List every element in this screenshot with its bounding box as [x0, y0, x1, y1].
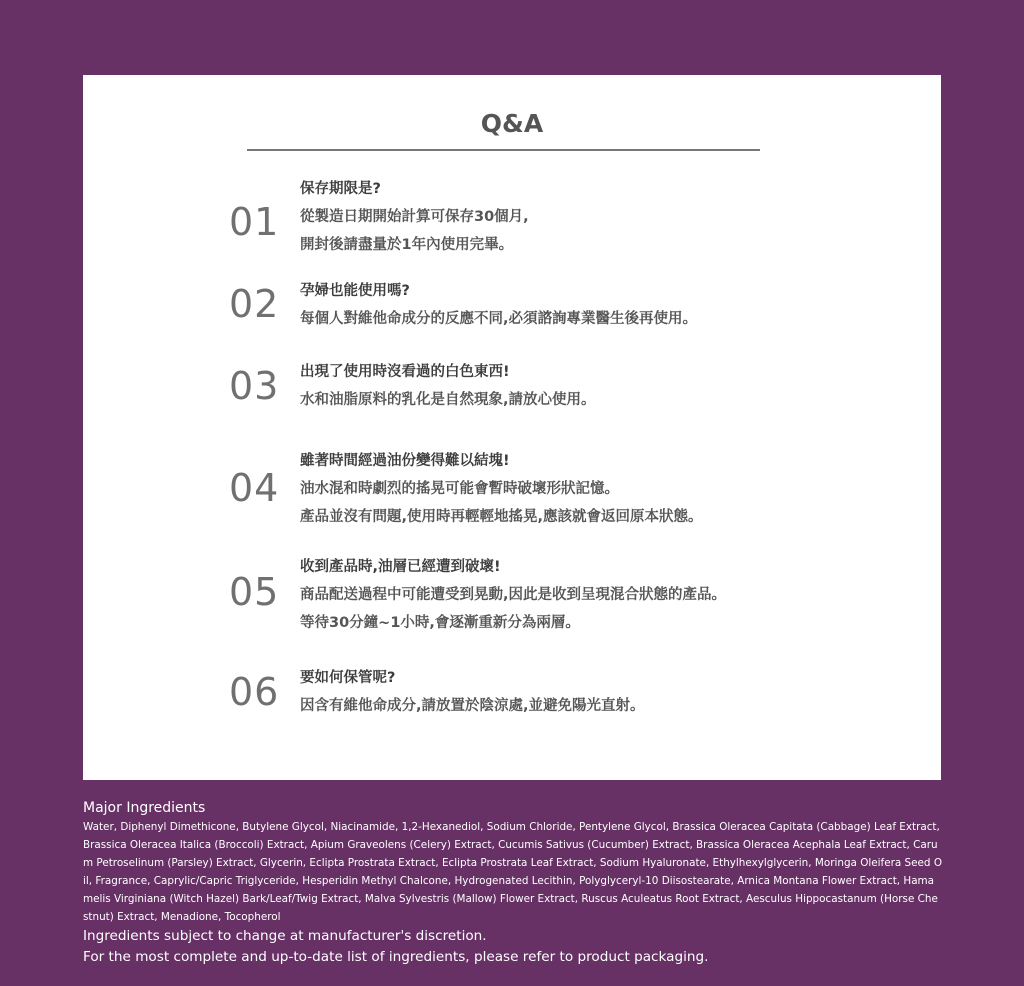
item-answer-line: 產品並沒有問題,使用時再輕輕地搖晃,應該就會返回原本狀態。: [300, 509, 703, 525]
item-number: 03: [229, 364, 280, 408]
item-question: 雖著時間經過油份變得難以結塊!: [300, 453, 510, 469]
item-text: [300, 447, 703, 531]
item-question: 要如何保管呢?: [300, 670, 396, 686]
item-question: 收到產品時,油層已經遭到破壞!: [300, 559, 501, 575]
item-number: 05: [229, 570, 280, 614]
ingredients-heading: Major Ingredients: [83, 800, 206, 816]
item-number: 01: [229, 200, 280, 244]
item-answer-line: 水和油脂原料的乳化是自然現象,請放心使用。: [300, 392, 596, 408]
item-text: [300, 358, 596, 414]
packaging-note: For the most complete and up-to-date list of ingredients, please refer to product packaging.: [83, 949, 709, 965]
ingredients-section: [83, 798, 943, 968]
item-number: 02: [229, 282, 280, 326]
item-answer-line: 等待30分鐘~1小時,會逐漸重新分為兩層。: [300, 615, 580, 631]
title-divider: [247, 149, 760, 151]
item-answer-line: 每個人對維他命成分的反應不同,必須諮詢專業醫生後再使用。: [300, 311, 698, 327]
qa-card: [83, 75, 941, 780]
item-number: 06: [229, 670, 280, 714]
item-question: 孕婦也能使用嗎?: [300, 283, 410, 299]
item-answer-line: 油水混和時劇烈的搖晃可能會暫時破壞形狀記憶。: [300, 481, 619, 497]
qa-title: Q&A: [480, 109, 544, 138]
item-number: 04: [229, 466, 280, 510]
item-text: [300, 553, 726, 637]
item-text: [300, 277, 697, 333]
item-question: 出現了使用時沒看過的白色東西!: [300, 364, 510, 380]
item-answer-line: 商品配送過程中可能遭受到晃動,因此是收到呈現混合狀態的產品。: [300, 587, 727, 603]
item-answer-line: 開封後請盡量於1年內使用完畢。: [300, 237, 514, 253]
item-text: [300, 664, 645, 720]
item-answer-line: 因含有維他命成分,請放置於陰涼處,並避免陽光直射。: [300, 698, 645, 714]
ingredients-note: Ingredients subject to change at manufacturer's discretion.: [83, 928, 487, 944]
item-answer-line: 從製造日期開始計算可保存30個月,: [300, 209, 529, 225]
item-text: [300, 175, 529, 259]
ingredients-list: Water, Diphenyl Dimethicone, Butylene Glycol, Niacinamide, 1,2-Hexanediol, Sodium Chloride, Pentylene Glycol, Brassica Oleracea Capitata (Cabbage) Leaf Extract, Brassica Oleracea Italica (Broccoli) Extract, Apium Graveolens (Celery) Extract, Cucumis Sativus (Cucumber) Extract, Brassica Oleracea Acephala Leaf Extract, Carum Petroselinum (Parsley) Extract, Glycerin, Eclipta Prostrata Extract, Eclipta Prostrata Leaf Extract, Sodium Hyaluronate, Ethylhexylglycerin, Moringa Oleifera Seed Oil, Fragrance, Caprylic/Capric Triglyceride, Hesperidin Methyl Chalcone, Hydrogenated Lecithin, Polyglyceryl-10 Diisostearate, Arnica Montana Flower Extract, Hamamelis Virginiana (Witch Hazel) Bark/Leaf/Twig Extract, Malva Sylvestris (Mallow) Flower Extract, Ruscus Aculeatus Root Extract, Aesculus Hippocastanum (Horse Chestnut) Extract, Menadione, Tocopherol: [83, 821, 943, 923]
item-question: 保存期限是?: [300, 181, 381, 197]
